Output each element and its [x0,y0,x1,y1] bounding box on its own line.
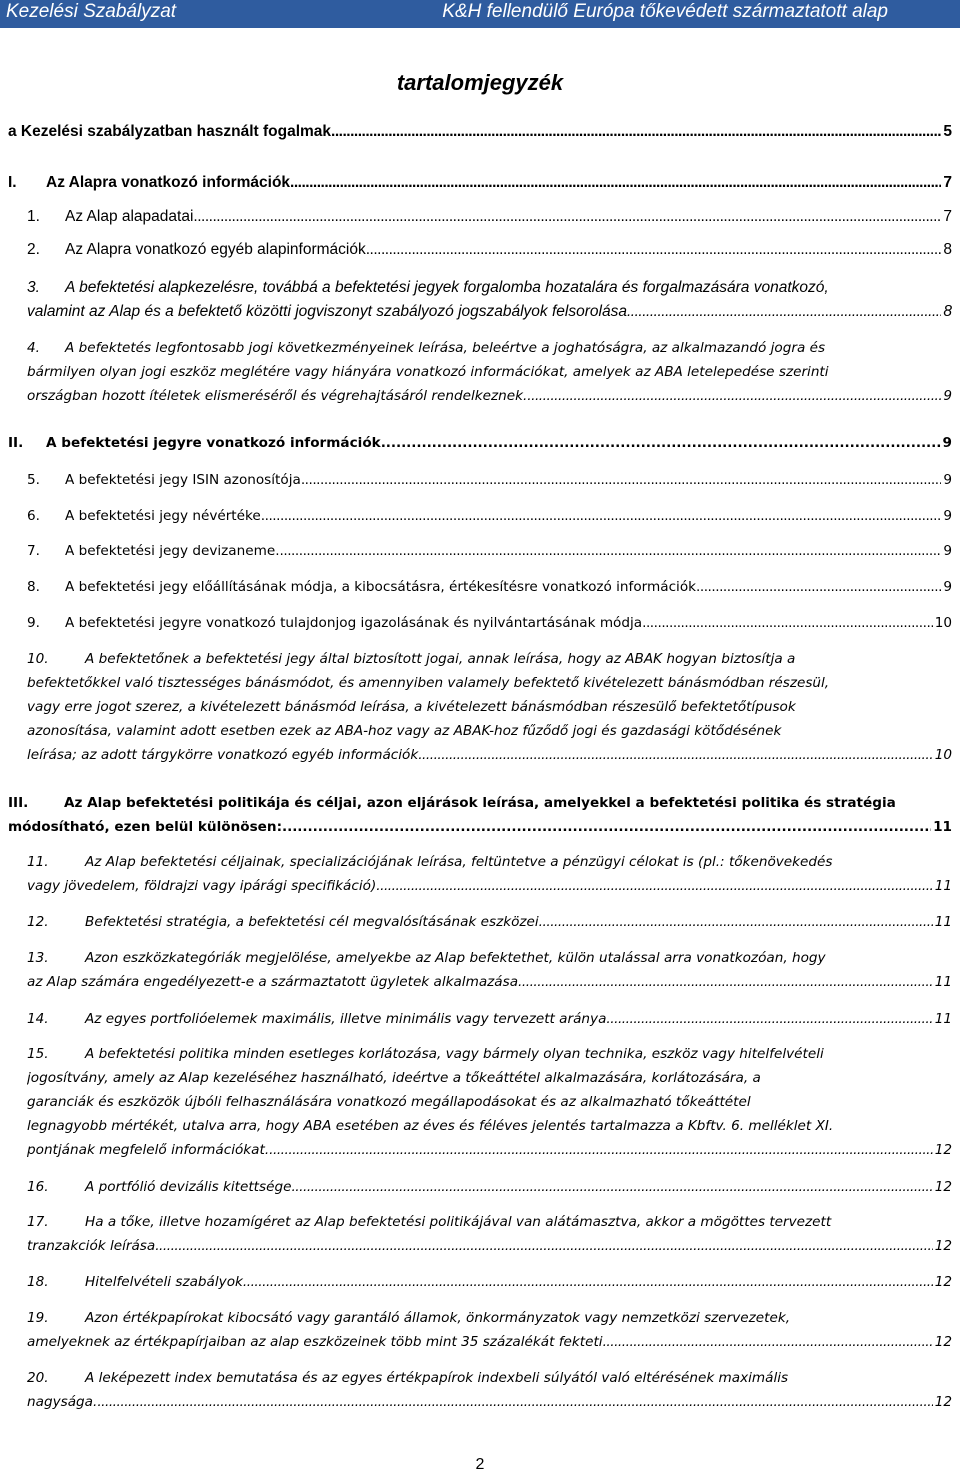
toc-entry[interactable] [27,504,952,528]
toc-entry-page: 7 [943,208,952,225]
toc-entry-number: 19. [27,1310,49,1326]
toc-entry-page: 5 [943,123,952,140]
toc-entry-text: A befektetési jegyre vonatkozó tulajdonjog igazolásának és nyilvántartásának módja [65,615,643,631]
toc-entry[interactable] [27,1306,952,1354]
toc-entry-text: befektetőkkel való tisztességes bánásmódot, és amennyiben valamely befektető kivételezett bánásmódban részesül, [27,675,830,691]
toc-entry-page: 9 [943,543,952,559]
toc-entry[interactable] [27,611,952,635]
toc-entry-text: A befektetés legfontosabb jogi következményeinek leírása, beleértve a joghatóságra, az alkalmazandó jogra és [65,340,826,356]
toc-entry-page: 11 [934,1011,952,1027]
toc-entry-number: I. [8,174,17,191]
toc-entry-text: Azon értékpapírokat kibocsátó vagy garantáló államok, önkormányzatok vagy nemzetközi szervezetek, [85,1310,791,1326]
toc-entry-text: A leképezett index bemutatása és az egyes értékpapírok indexbeli súlyától való eltérésének maximális [85,1370,789,1386]
toc-entry[interactable] [27,850,952,898]
toc-entry-text: valamint az Alap és a befektető közötti jogviszonyt szabályozó jogszabályok felsorolása [27,303,627,320]
toc-entry-text: A portfólió devizális kitettsége [85,1179,292,1195]
toc-entry-page: 8 [943,241,952,258]
toc-entry-number: 5. [27,472,40,488]
toc-entry-text: Az Alap befektetési politikája és céljai, azon eljárások leírása, amelyekkel a befektetési politika és stratégia [64,795,896,811]
toc-entry-text: Azon eszközkategóriák megjelölése, amelyekbe az Alap befektethet, külön utalással arra vonatkozóan, hogy [85,950,826,966]
toc-entry[interactable] [27,539,952,563]
toc-entry-page: 8 [943,303,952,320]
toc-entry[interactable] [27,647,952,767]
running-header [0,0,960,28]
toc-entry-page: 9 [942,435,952,451]
toc-entry-text: A befektetési jegy névértéke [65,508,261,524]
toc-entry-text: A befektetési jegy ISIN azonosítója [65,472,301,488]
toc-entry-page: 7 [943,174,952,191]
toc-entry-text: vagy erre jogot szerez, a kivételezett bánásmód leírása, a kivételezett bánásmódban részesülő befektetőtípusok [27,699,796,715]
toc-entry-number: 7. [27,543,40,559]
toc-entry-text: országban hozott ítéletek elismeréséről és végrehajtásáról rendelkeznek. [27,388,528,404]
toc-entry-number: III. [8,795,29,811]
toc-entry-page: 10 [934,615,952,631]
toc-entry-text: a Kezelési szabályzatban használt fogalmak [8,123,332,140]
toc-entry-page: 10 [934,747,952,763]
toc-entry-number: 13. [27,950,49,966]
toc-entry-text: A befektetőnek a befektetési jegy által biztosított jogai, annak leírása, hogy az ABAK hogyan biztosítja a [85,651,796,667]
toc-entry-text: garanciák és eszközök újbóli felhasználására vonatkozó megállapodásokat és az alkalmazható tőkeáttétel [27,1094,751,1110]
toc-entry-number: 3. [27,279,40,296]
toc-section[interactable] [8,791,952,839]
toc-entry-page: 12 [934,1179,952,1195]
toc-entry-number: 6. [27,508,40,524]
toc-entry-page: 12 [934,1142,952,1158]
toc-entry-text: vagy jövedelem, földrajzi vagy ipárági specifikáció) [27,878,377,894]
toc-entry[interactable] [27,1042,952,1162]
toc-entry-text: legnagyobb mértékét, utalva arra, hogy ABA esetében az éves és féléves jelentés tartalmazza a Kbftv. 6. melléklet XI. [27,1118,834,1134]
toc-entry[interactable] [27,910,952,934]
toc-entry[interactable] [27,238,952,262]
toc-entry-number: 16. [27,1179,49,1195]
toc-entry-number: 14. [27,1011,49,1027]
page-number: 2 [475,1456,485,1473]
toc-entry-page: 11 [934,974,952,990]
toc-entry[interactable] [27,1270,952,1294]
toc-entry-text: A befektetési jegy előállításának módja, a kibocsátásra, értékesítésre vonatkozó információk [65,579,697,595]
toc-entry-text: azonosítása, valamint adott esetben ezek az ABA-hoz vagy az ABAK-hoz fűződő jogi és gazdasági kötődésének [27,723,782,739]
toc-entry[interactable] [27,946,952,994]
toc-entry[interactable] [27,1007,952,1031]
toc-entry-number: 1. [27,208,40,225]
toc-entry-text: Befektetési stratégia, a befektetési cél megvalósításának eszközei [85,914,539,930]
toc-entry-text: bármilyen olyan jogi eszköz meglétére vagy hiányára vonatkozó információkat, amelyek az ABA letelepedése szerinti [27,364,829,380]
toc-entry-text: Az Alapra vonatkozó egyéb alapinformációk [65,241,366,258]
toc-entry-text: leírása; az adott tárgykörre vonatkozó egyéb információk [27,747,419,763]
header-right: K&H fellendülő Európa tőkevédett származtatott alap [442,1,888,22]
toc-entry-number: II. [8,435,24,451]
toc-entry-text: Az Alap befektetési céljainak, specializációjának leírása, feltüntetve a pénzügyi célokat is (pl.: tőkenövekedés [85,854,833,870]
toc-entry[interactable] [27,336,952,408]
toc-entry-page: 9 [943,579,952,595]
toc-entry[interactable] [27,1210,952,1258]
toc-entry-page: 11 [934,878,952,894]
toc-entry-text: módosítható, ezen belül különösen: [8,819,283,835]
toc-entry-text: amelyeknek az értékpapírjaiban az alap eszközeinek több mint 35 százalékát fekteti [27,1334,603,1350]
toc-entry-page: 9 [943,508,952,524]
toc-entry[interactable] [27,1366,952,1414]
toc-title: tartalomjegyzék [396,70,564,95]
toc-entry-page: 12 [934,1394,952,1410]
toc-entry-text: pontjának megfelelő információkat. [27,1142,270,1158]
toc-entry-text: nagysága. [27,1394,98,1410]
toc-entry[interactable] [8,120,952,144]
toc-section[interactable] [8,431,952,455]
toc-entry[interactable] [27,205,952,229]
toc-entry-text: Az egyes portfolióelemek maximális, illetve minimális vagy tervezett aránya [85,1011,607,1027]
toc-entry-text: Az Alap alapadatai [65,208,194,225]
toc-entry-number: 18. [27,1274,49,1290]
toc-entry-text: A befektetési jegyre vonatkozó információk [46,435,381,451]
toc-entry-page: 11 [934,914,952,930]
toc-entry[interactable] [27,468,952,492]
header-left: Kezelési Szabályzat [6,1,177,22]
toc-entry-number: 20. [27,1370,49,1386]
toc-entry-page: 9 [943,472,952,488]
toc-entry-page: 9 [943,388,952,404]
toc-entry-page: 12 [934,1334,952,1350]
toc-entry[interactable] [27,276,952,324]
toc-entry-text: A befektetési jegy devizaneme. [65,543,280,559]
toc-entry-number: 9. [27,615,40,631]
toc-entry[interactable] [27,575,952,599]
toc-entry-page: 12 [934,1238,952,1254]
toc-entry-text: az Alap számára engedélyezett-e a származtatott ügyletek alkalmazása [27,974,519,990]
toc-entry-text: A befektetési politika minden esetleges korlátozása, vagy bármely olyan technika, eszköz vagy hitelfelvételi [85,1046,824,1062]
toc-entry-text: A befektetési alapkezelésre, továbbá a befektetési jegyek forgalomba hozatalára és forgalmazására vonatkozó, [65,279,829,296]
toc-section[interactable] [8,171,952,195]
toc-entry[interactable] [27,1175,952,1199]
toc-entry-number: 15. [27,1046,49,1062]
toc-entry-text: Hitelfelvételi szabályok [85,1274,243,1290]
toc-entry-number: 10. [27,651,49,667]
toc-entry-number: 11. [27,854,49,870]
toc-entry-page: 12 [934,1274,952,1290]
toc-entry-number: 2. [27,241,40,258]
toc-entry-number: 12. [27,914,49,930]
toc-entry-number: 8. [27,579,40,595]
toc-entry-text: jogosítvány, amely az Alap kezeléséhez használható, ideértve a tőkeáttétel alkalmazására, korlátozására, a [27,1070,761,1086]
toc-entry-text: Az Alapra vonatkozó információk [46,174,291,191]
toc-entry-page: 11 [933,819,952,835]
toc-entry-text: Ha a tőke, illetve hozamígéret az Alap befektetési politikájával van alátámasztva, akkor a mögöttes tervezett [85,1214,832,1230]
toc-entry-number: 4. [27,340,40,356]
toc-entry-number: 17. [27,1214,49,1230]
toc-entry-text: tranzakciók leírása [27,1238,156,1254]
